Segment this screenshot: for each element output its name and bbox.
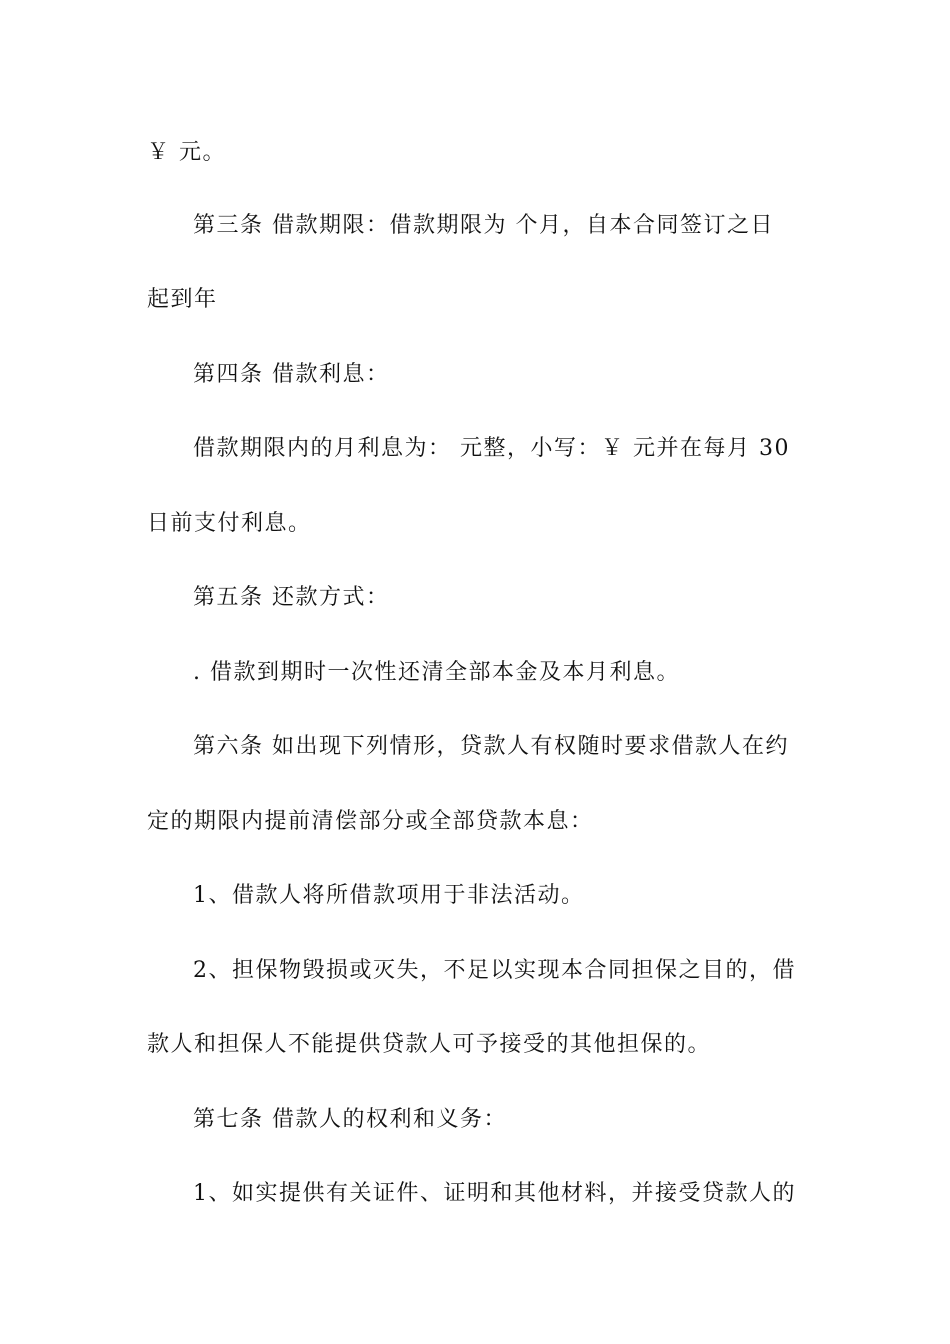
text-line: 第三条 借款期限：借款期限为 个月，自本合同签订之日 (193, 213, 774, 238)
text-line: 日前支付利息。 (147, 511, 312, 536)
text-line: 定的期限内提前清偿部分或全部贷款本息： (147, 809, 594, 834)
text-line: 第六条 如出现下列情形，贷款人有权随时要求借款人在约 (193, 734, 789, 759)
text-line: 第四条 借款利息： (193, 362, 390, 387)
text-line: 1、借款人将所借款项用于非法活动。 (193, 883, 585, 908)
text-line: 1、如实提供有关证件、证明和其他材料，并接受贷款人的 (193, 1181, 796, 1206)
text-line: 起到年 (147, 287, 218, 312)
text-line: 款人和担保人不能提供贷款人可予接受的其他担保的。 (147, 1032, 712, 1057)
text-line: 第七条 借款人的权利和义务： (193, 1107, 507, 1132)
text-line: 借款期限内的月利息为： 元整，小写：￥ 元并在每月 30 (193, 436, 790, 461)
text-line: ￥ 元。 (147, 140, 226, 165)
text-line: . 借款到期时一次性还清全部本金及本月利息。 (193, 660, 680, 685)
text-line: 2、担保物毁损或灭失，不足以实现本合同担保之目的，借 (193, 958, 796, 983)
text-line: 第五条 还款方式： (193, 585, 390, 610)
